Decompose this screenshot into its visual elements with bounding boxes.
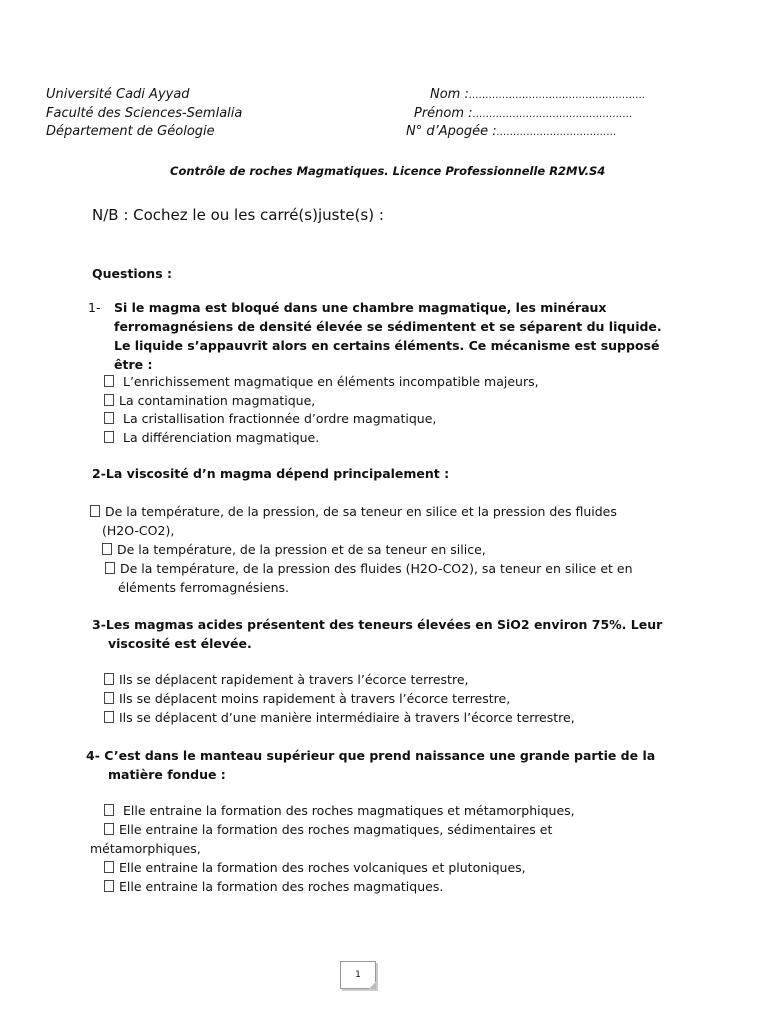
checkbox-icon[interactable]: [104, 861, 114, 873]
checkbox-icon[interactable]: [104, 711, 114, 723]
page-number: 1: [340, 961, 376, 989]
questions-label: Questions :: [92, 266, 172, 281]
q2-option-3[interactable]: De la température, de la pression des fluides (H2O-CO2), sa teneur en silice et en: [105, 559, 633, 578]
q2-option-2[interactable]: De la température, de la pression et de sa teneur en silice,: [102, 540, 486, 559]
department-name: Département de Géologie: [46, 124, 215, 139]
question-3-line-2: viscosité est élevée.: [108, 636, 252, 651]
question-2-text: 2-La viscosité d’n magma dépend principalement :: [92, 466, 450, 481]
checkbox-icon[interactable]: [90, 505, 100, 517]
question-1-number: 1-: [88, 300, 101, 315]
prenom-label: Prénom :: [414, 106, 473, 121]
nom-dots: ……………………………………………..: [468, 90, 646, 101]
checkbox-icon[interactable]: [104, 880, 114, 892]
q4-option-2[interactable]: Elle entraine la formation des roches magmatiques, sédimentaires et: [104, 820, 552, 839]
nom-label: Nom :: [430, 87, 469, 102]
apogee-dots: ………………………………: [496, 127, 617, 138]
q4-option-2-cont: métamorphiques,: [90, 841, 201, 856]
nom-field[interactable]: [430, 87, 645, 102]
q3-option-3[interactable]: Ils se déplacent d’une manière intermédiaire à travers l’écorce terrestre,: [104, 708, 575, 727]
checkbox-icon[interactable]: [102, 543, 112, 555]
apogee-label: N° d’Apogée :: [406, 124, 497, 139]
question-3-line-1: 3-Les magmas acides présentent des teneurs élevées en SiO2 environ 75%. Leur: [92, 617, 663, 632]
q3-option-1[interactable]: Ils se déplacent rapidement à travers l’écorce terrestre,: [104, 670, 468, 689]
question-4-line-2: matière fondue :: [108, 767, 226, 782]
q2-option-1-cont: (H2O-CO2),: [102, 523, 175, 538]
checkbox-icon[interactable]: [104, 823, 114, 835]
university-name: Université Cadi Ayyad: [46, 87, 190, 102]
faculty-name: Faculté des Sciences-Semlalia: [46, 106, 243, 121]
checkbox-icon[interactable]: [104, 412, 114, 424]
q1-option-4[interactable]: La différenciation magmatique.: [104, 428, 319, 447]
prenom-field[interactable]: [414, 106, 633, 121]
checkbox-icon[interactable]: [104, 692, 114, 704]
q1-option-2[interactable]: La contamination magmatique,: [104, 391, 315, 410]
checkbox-icon[interactable]: [105, 562, 115, 574]
q2-option-3-cont: éléments ferromagnésiens.: [118, 580, 290, 595]
q4-option-3[interactable]: Elle entraine la formation des roches volcaniques et plutoniques,: [104, 858, 526, 877]
exam-title: Contrôle de roches Magmatiques. Licence Professionnelle R2MV.S4: [170, 164, 606, 178]
instruction: N/B : Cochez le ou les carré(s)juste(s) :: [92, 206, 384, 224]
q1-option-3[interactable]: La cristallisation fractionnée d’ordre magmatique,: [104, 409, 436, 428]
q4-option-4[interactable]: Elle entraine la formation des roches magmatiques.: [104, 877, 443, 896]
checkbox-icon[interactable]: [104, 673, 114, 685]
prenom-dots: …………………………………………: [472, 109, 633, 120]
question-4-line-1: 4- C’est dans le manteau supérieur que prend naissance une grande partie de la: [86, 748, 656, 763]
q3-option-2[interactable]: Ils se déplacent moins rapidement à travers l’écorce terrestre,: [104, 689, 510, 708]
checkbox-icon[interactable]: [104, 804, 114, 816]
apogee-field[interactable]: [406, 124, 617, 139]
q2-option-1[interactable]: De la température, de la pression, de sa teneur en silice et la pression des fluides: [90, 502, 617, 521]
question-1-text: Si le magma est bloqué dans une chambre magmatique, les minéraux ferromagnésiens de densité élevée se sédimentent et se séparent du liquide. Le liquide s’appauvrit alors en certains éléments. Ce mécanisme est supposé être :: [114, 300, 662, 372]
checkbox-icon[interactable]: [104, 431, 114, 443]
checkbox-icon[interactable]: [104, 394, 114, 406]
checkbox-icon[interactable]: [104, 375, 114, 387]
q1-option-1[interactable]: L’enrichissement magmatique en éléments incompatible majeurs,: [104, 372, 539, 391]
q4-option-1[interactable]: Elle entraine la formation des roches magmatiques et métamorphiques,: [104, 801, 575, 820]
